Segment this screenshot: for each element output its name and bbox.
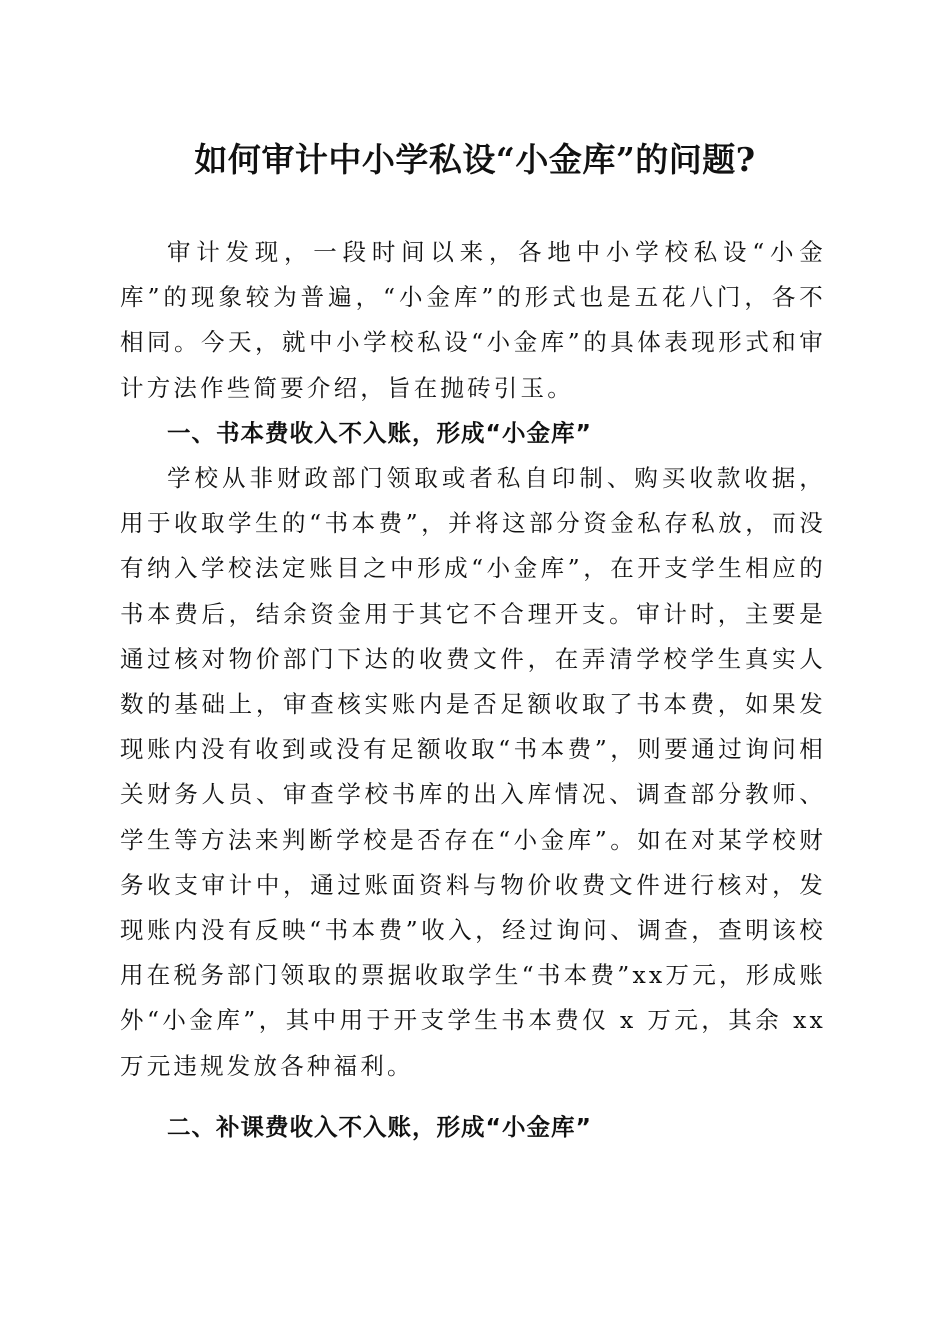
section-heading-1: 一、书本费收入不入账，形成“小金库” bbox=[167, 418, 592, 447]
intro-paragraph: 审计发现，一段时间以来，各地中小学校私设“小金库”的现象较为普遍，“小金库”的形式也是五花八门，各不相同。今天，就中小学校私设“小金库”的具体表现形式和审计方法作些简要介绍，旨在抛砖引玉。 bbox=[120, 238, 826, 402]
document-body bbox=[120, 230, 826, 1150]
section-1-paragraph: 学校从非财政部门领取或者私自印制、购买收款收据，用于收取学生的“书本费”，并将这部分资金私存私放，而没有纳入学校法定账目之中形成“小金库”，在开支学生相应的书本费后，结余资金用于其它不合理开支。审计时，主要是通过核对物价部门下达的收费文件，在弄清学校学生真实人数的基础上，审查核实账内是否足额收取了书本费，如果发现账内没有收到或没有足额收取“书本费”，则要通过询问相关财务人员、审查学校书库的出入库情况、调查部分教师、学生等方法来判断学校是否存在“小金库”。如在对某学校财务收支审计中，通过账面资料与物价收费文件进行核对，发现账内没有反映“书本费”收入，经过询问、调查，查明该校用在税务部门领取的票据收取学生“书本费”xx万元，形成账外“小金库”，其中用于开支学生书本费仅 x 万元，其余 xx 万元违规发放各种福利。 bbox=[120, 464, 826, 1080]
section-heading-2: 二、补课费收入不入账，形成“小金库” bbox=[167, 1112, 592, 1141]
document-title: 如何审计中小学私设“小金库”的问题? bbox=[194, 140, 756, 179]
